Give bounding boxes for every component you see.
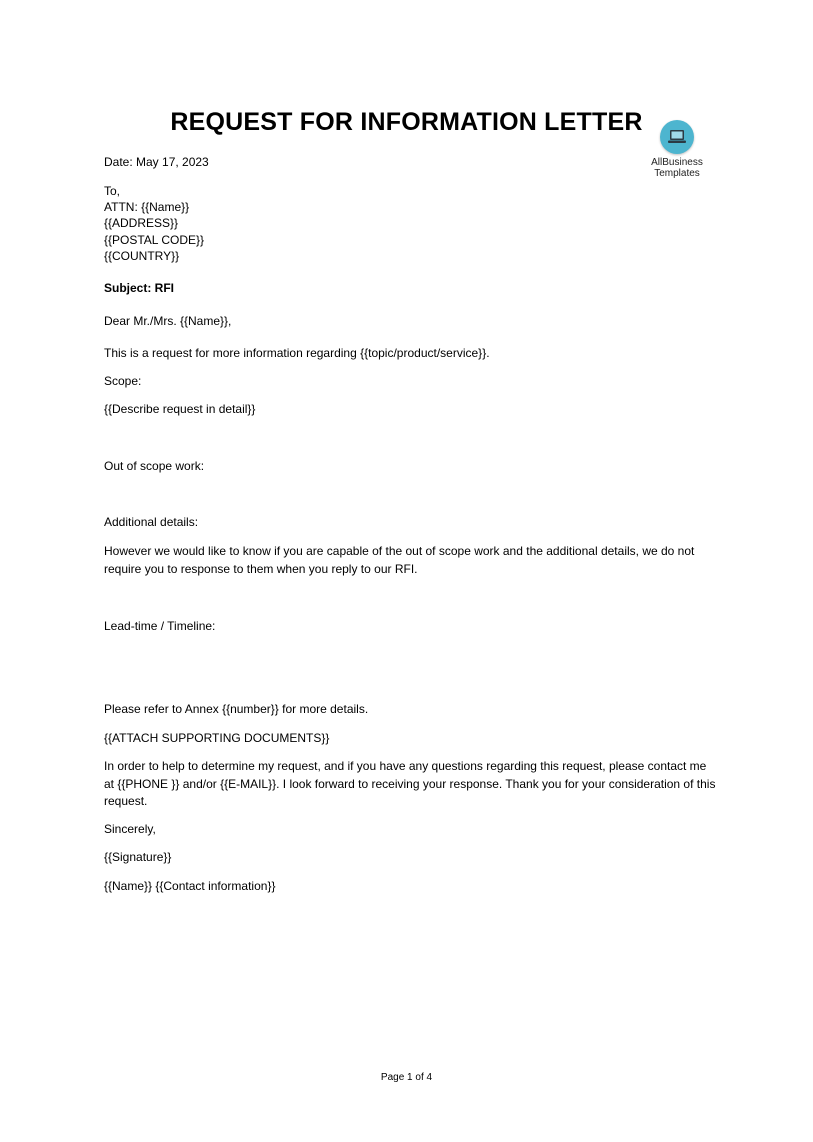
document-title: REQUEST FOR INFORMATION LETTER	[170, 108, 643, 136]
closing-paragraph: In order to help to determine my request, and if you have any questions regarding this request, please contact me at {{PHONE }} and/or {{E-MAIL}}. I look forward to receiving your response. Thank you for your consideration of this request.	[104, 759, 716, 808]
leadtime-label: Lead-time / Timeline:	[104, 619, 216, 633]
attach-documents: {{ATTACH SUPPORTING DOCUMENTS}}	[104, 731, 330, 745]
page-number: Page 1 of 4	[380, 1072, 433, 1083]
address-attn: ATTN: {{Name}}	[104, 200, 190, 214]
address-country: {{COUNTRY}}	[104, 249, 180, 263]
address-postal-code: {{POSTAL CODE}}	[104, 233, 205, 247]
logo-line-2: Templates	[654, 168, 700, 179]
additional-details-paragraph: However we would like to know if you are capable of the out of scope work and the additional details, we do not require you to response to them when you reply to our RFI.	[104, 544, 695, 576]
name-contact-info: {{Name}} {{Contact information}}	[104, 879, 276, 893]
scope-label: Scope:	[104, 374, 142, 388]
intro-sentence: This is a request for more information regarding {{topic/product/service}}.	[104, 346, 490, 360]
annex-reference: Please refer to Annex {{number}} for more details.	[104, 702, 369, 716]
laptop-icon	[660, 120, 694, 154]
allbusiness-logo	[640, 120, 714, 179]
date-line: Date: May 17, 2023	[104, 155, 209, 169]
logo-line-1: AllBusiness	[651, 157, 703, 168]
address-to: To,	[104, 184, 121, 198]
out-of-scope-label: Out of scope work:	[104, 459, 205, 473]
sincerely: Sincerely,	[104, 822, 156, 836]
address-street: {{ADDRESS}}	[104, 216, 179, 230]
subject-line: Subject: RFI	[104, 281, 175, 295]
signature-placeholder: {{Signature}}	[104, 850, 172, 864]
scope-value: {{Describe request in detail}}	[104, 402, 256, 416]
additional-details-label: Additional details:	[104, 515, 199, 529]
salutation: Dear Mr./Mrs. {{Name}},	[104, 314, 232, 328]
